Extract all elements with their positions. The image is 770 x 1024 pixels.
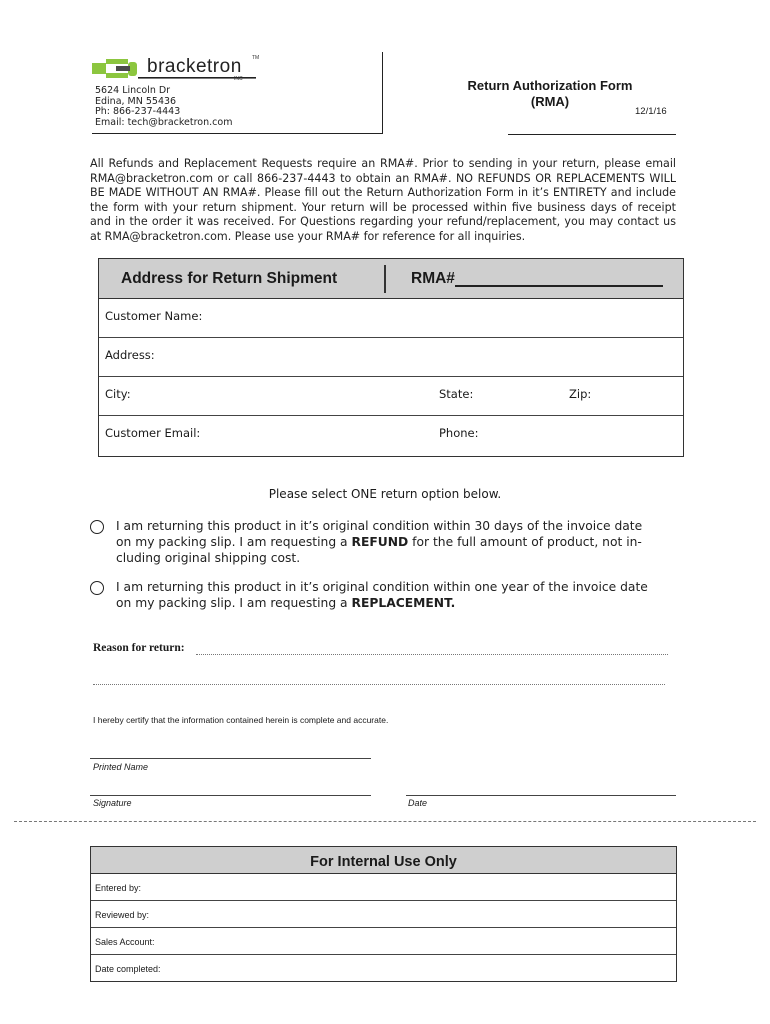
entered-by-row[interactable] [91, 874, 676, 901]
address-table-header [99, 259, 683, 299]
address-table-title: Address for Return Shipment [121, 270, 338, 287]
customer-name-row[interactable] [99, 299, 683, 338]
form-revision-date: 12/1/16 [635, 106, 667, 117]
header-separator [384, 265, 386, 293]
refund-keyword: REFUND [351, 535, 409, 549]
company-address [95, 86, 232, 128]
intro-paragraph: All Refunds and Replacement Requests require an RMA#. Prior to sending in your return, please email RMA@bracketron.com or call 866-237-4443 to obtain an RMA#. NO REFUNDS OR REPLACEMENTS WILL BE MADE WITHOUT AN RMA#. Please fill out the Return Authorization Form in it’s ENTIRETY and include the form with your return shipment. Your return will be processed within five business days of receipt and in the order it was received. For Questions regarding your refund/replacement, you may contact us at RMA@bracketron.com. Please use your RMA# for reference for all inquiries. [90, 157, 676, 243]
address-row[interactable] [99, 338, 683, 377]
signature-label: Signature [93, 798, 132, 808]
refund-option-text [116, 518, 674, 566]
return-address-table [98, 258, 684, 457]
date-completed-row[interactable] [91, 955, 676, 980]
replacement-line2 [116, 595, 674, 611]
replacement-line2-pre: on my packing slip. I am requesting a [116, 596, 352, 610]
header-vertical-divider [382, 52, 383, 134]
zip-label: Zip: [569, 387, 592, 401]
printed-name-field[interactable] [90, 758, 371, 759]
reason-field-line2[interactable] [93, 684, 665, 685]
option-instruction: Please select ONE return option below. [268, 487, 502, 501]
rma-number-field[interactable] [455, 285, 663, 287]
entered-by-label: Entered by: [95, 883, 142, 893]
replacement-keyword: REPLACEMENT. [351, 596, 456, 610]
date-field[interactable] [406, 795, 676, 796]
replacement-radio[interactable] [90, 581, 104, 595]
form-title-line1: Return Authorization Form [467, 78, 633, 93]
sales-account-label: Sales Account: [95, 937, 155, 947]
refund-line3: cluding original shipping cost. [116, 551, 301, 565]
internal-use-title: For Internal Use Only [91, 847, 676, 874]
customer-name-label: Customer Name: [105, 309, 203, 323]
city-label: City: [105, 387, 131, 401]
phone-label: Phone: [439, 426, 479, 440]
refund-line2 [116, 534, 674, 550]
date-completed-label: Date completed: [95, 964, 161, 974]
sales-account-row[interactable] [91, 928, 676, 955]
logo-wordmark: bracketron [147, 56, 242, 77]
refund-line1: I am returning this product in it’s original condition within 30 days of the invoice date [116, 519, 643, 533]
state-label: State: [439, 387, 474, 401]
certification-statement: I hereby certify that the information contained herein is complete and accurate. [93, 715, 389, 725]
replacement-option-text [116, 579, 674, 611]
refund-line2-pre: on my packing slip. I am requesting a [116, 535, 352, 549]
address-label: Address: [105, 348, 155, 362]
reason-field-line1[interactable] [196, 654, 668, 655]
phone-line: Ph: 866-237-4443 [95, 106, 181, 117]
reviewed-by-label: Reviewed by: [95, 910, 150, 920]
form-title-line2: (RMA) [530, 94, 570, 109]
signature-field[interactable] [90, 795, 371, 796]
address-line: 5624 Lincoln Dr [95, 85, 171, 96]
email-phone-row[interactable] [99, 416, 683, 456]
printed-name-label: Printed Name [93, 762, 149, 772]
refund-radio[interactable] [90, 520, 104, 534]
refund-line2-post: for the full amount of product, not in- [408, 535, 642, 549]
form-title [430, 78, 670, 110]
reviewed-by-row[interactable] [91, 901, 676, 928]
logo-tm: TM [252, 55, 260, 61]
header-right-underline [508, 134, 676, 135]
email-line: Email: tech@bracketron.com [95, 116, 233, 128]
logo-inc: INC [234, 76, 243, 82]
city-state-zip-row[interactable] [99, 377, 683, 416]
reason-label: Reason for return: [93, 642, 185, 654]
cut-line [14, 821, 756, 822]
address-line: Edina, MN 55436 [95, 95, 177, 107]
internal-use-table [90, 846, 677, 982]
customer-email-label: Customer Email: [105, 426, 201, 440]
header-left-underline [92, 133, 382, 134]
rma-label: RMA# [411, 270, 455, 287]
replacement-line1: I am returning this product in it’s original condition within one year of the invoice date [116, 580, 648, 594]
date-label: Date [408, 798, 428, 808]
